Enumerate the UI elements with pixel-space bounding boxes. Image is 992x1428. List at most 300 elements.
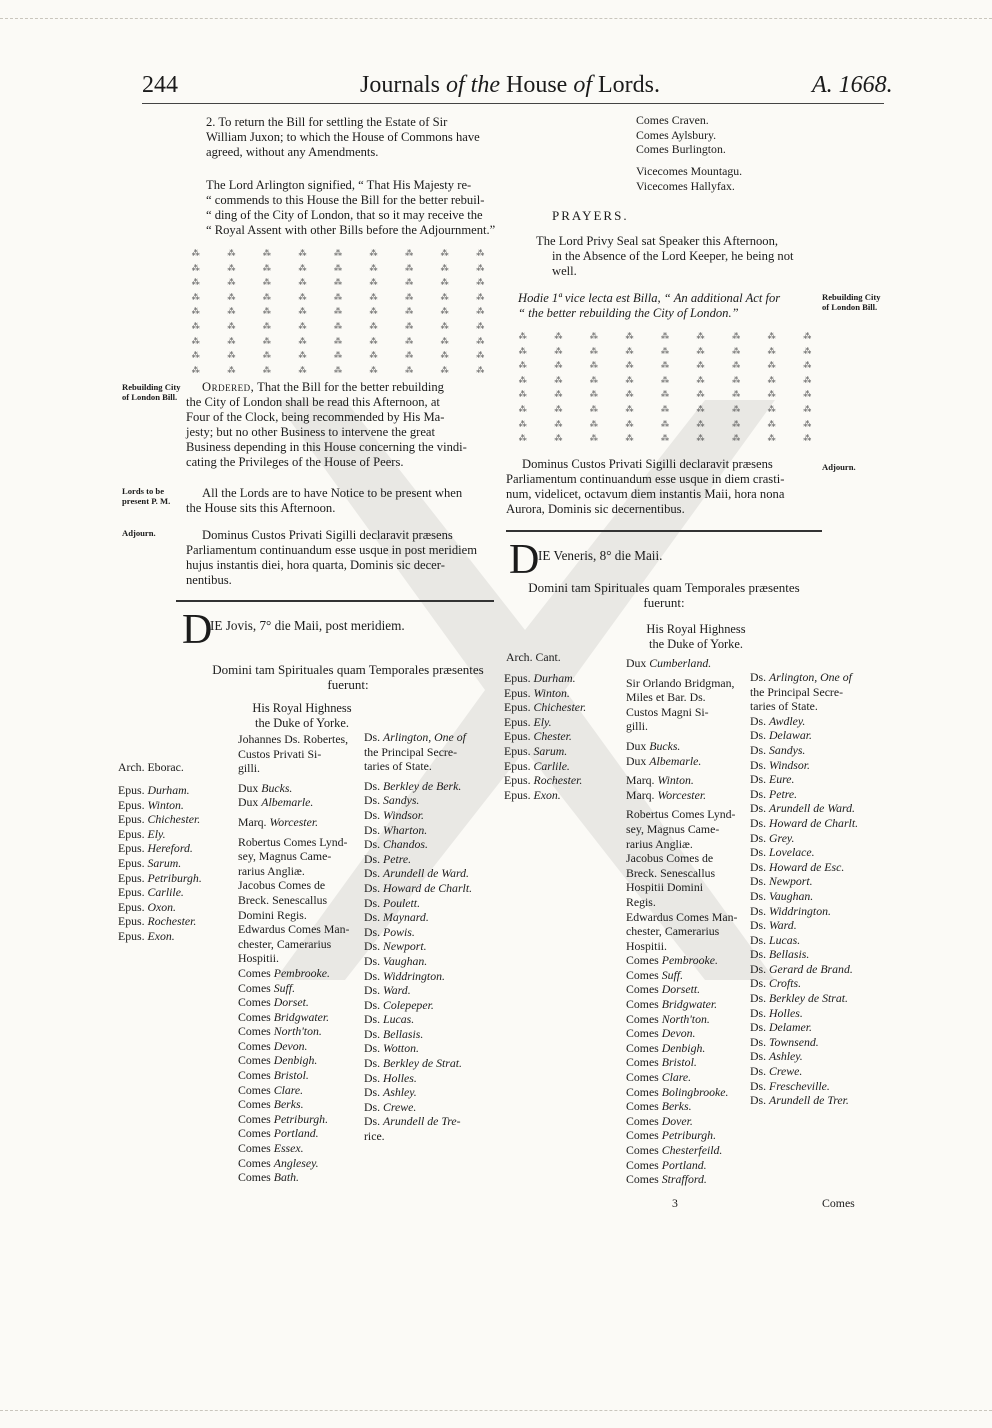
header-rule xyxy=(142,103,884,104)
peer-entry: gilli. xyxy=(626,719,648,734)
baron-entry: Ds. Ward. xyxy=(750,918,797,933)
baron-entry: Ds. Arlington, One of xyxy=(364,730,466,744)
archbishop-right: Arch. Cant. xyxy=(506,650,561,664)
asterisk-mark xyxy=(178,349,214,364)
baron-entry: Ds. Howard de Esc. xyxy=(750,859,845,874)
baron-entry: Ds. Newport. xyxy=(364,939,427,954)
asterisk-mark xyxy=(214,349,250,364)
peer-entry: Comes Devon. xyxy=(238,1038,308,1053)
asterisk-mark xyxy=(391,320,427,335)
peer-entry: Comes Clare. xyxy=(626,1070,692,1085)
bishop-entry: Epus. Chichester. xyxy=(118,812,201,827)
royal-highness-left: His Royal Highness the Duke of Yorke. xyxy=(252,701,352,730)
asterisk-mark xyxy=(356,349,392,364)
peer-entry: Comes Denbigh. xyxy=(238,1053,318,1068)
asterisk-mark xyxy=(647,345,683,360)
peer-entry: Comes Berks. xyxy=(238,1097,304,1112)
asterisk-mark xyxy=(541,403,577,418)
asterisk-mark xyxy=(391,247,427,262)
asterisk-mark xyxy=(683,374,719,389)
peer-entry: chester, Camerarius xyxy=(238,936,332,951)
asterisk-mark xyxy=(541,330,577,345)
peer-entry: rarius Angliæ. xyxy=(626,836,693,851)
peer-entry: Comes Berks. xyxy=(626,1099,692,1114)
peers-list-mid-left xyxy=(238,732,349,1185)
asterisk-mark xyxy=(576,418,612,433)
asterisk-mark xyxy=(356,276,392,291)
left-para-ordered: Ordered, That the Bill for the better rebuilding the City of London shall be read this Afternoon, at Four of the Clock, being recommended by His Ma- jesty; but no other Business to intervene the great Business depending in this House concerning the vindi- cating the Privileges of the House of Peers. xyxy=(186,380,467,469)
asterisk-mark xyxy=(178,276,214,291)
baron-entry: Ds. Wharton. xyxy=(364,822,428,837)
peer-entry: Comes Bolingbrooke. xyxy=(626,1084,729,1099)
asterisk-mark xyxy=(612,388,648,403)
asterisk-mark xyxy=(789,374,825,389)
bishop-entry: Epus. Durham. xyxy=(118,783,190,797)
asterisk-mark xyxy=(462,276,498,291)
baron-entry: Ds. Colepeper. xyxy=(364,997,434,1012)
baron-entry: Ds. Powis. xyxy=(364,924,415,939)
margin-note-rebuilding: Rebuilding City of London Bill. xyxy=(122,382,181,402)
margin-note-adjourn-right: Adjourn. xyxy=(822,462,856,472)
asterisk-mark xyxy=(612,374,648,389)
section-rule-right xyxy=(506,530,822,532)
peer-entry: Domini Regis. xyxy=(238,907,307,922)
asterisk-mark xyxy=(214,276,250,291)
peer-entry: Comes Dorset. xyxy=(238,995,309,1010)
asterisk-mark xyxy=(285,291,321,306)
asterisk-mark xyxy=(718,359,754,374)
peer-entry: Edwardus Comes Man- xyxy=(626,909,738,924)
left-para-notice: All the Lords are to have Notice to be present when the House sits this Afternoon. xyxy=(186,486,463,515)
year: A. 1668. xyxy=(812,72,893,98)
peer-entry: Regis. xyxy=(626,894,656,909)
asterisk-mark xyxy=(427,262,463,277)
peer-entry: Breck. Senescallus xyxy=(626,865,716,880)
asterisk-mark xyxy=(754,388,790,403)
asterisk-mark xyxy=(462,247,498,262)
asterisk-mark xyxy=(285,276,321,291)
asterisk-mark xyxy=(612,345,648,360)
asterisk-mark xyxy=(249,276,285,291)
asterisk-mark xyxy=(462,291,498,306)
asterisk-mark xyxy=(576,403,612,418)
bishop-entry: Epus. Exon. xyxy=(118,928,175,943)
asterisk-mark xyxy=(285,320,321,335)
peer-entry: Robertus Comes Lynd- xyxy=(626,807,736,822)
asterisk-mark xyxy=(647,330,683,345)
asterisk-mark xyxy=(391,291,427,306)
drop-cap-d: D xyxy=(182,607,213,653)
asterisk-mark xyxy=(541,374,577,389)
asterisk-mark xyxy=(356,262,392,277)
asterisk-mark xyxy=(789,330,825,345)
comites-top-right: Comes Craven. Comes Aylsbury. Comes Burlington. xyxy=(636,113,726,157)
bishops-list-left xyxy=(118,783,202,944)
asterisk-mark xyxy=(718,432,754,447)
drop-cap-d-right: D xyxy=(509,537,540,583)
baron-entry: Ds. Windsor. xyxy=(750,757,810,772)
right-para-dominus: Dominus Custos Privati Sigilli declaravit præsens Parliamentum continuandum esse usque in diem crasti- num, videlicet, octavum diem instantis Maii, hora nona Aurora, Dominis sic decernentibus. xyxy=(506,457,785,516)
archbishop-left: Arch. Eborac. xyxy=(118,760,184,774)
asterisk-mark xyxy=(214,247,250,262)
baron-entry: Ds. Awdley. xyxy=(750,713,806,728)
section-rule-left xyxy=(176,600,494,602)
baron-entry: Ds. Townsend. xyxy=(750,1034,819,1049)
bishop-entry: Epus. Winton. xyxy=(504,685,570,700)
asterisk-mark xyxy=(427,349,463,364)
asterisk-mark xyxy=(505,403,541,418)
bishop-entry: Epus. Carlile. xyxy=(118,885,184,900)
baron-entry: Ds. Arundell de Tre- xyxy=(364,1114,461,1129)
asterisk-mark xyxy=(647,374,683,389)
asterisk-mark xyxy=(427,305,463,320)
peer-entry: Comes Petriburgh. xyxy=(238,1111,329,1126)
baron-entry: Ds. Poulett. xyxy=(364,895,421,910)
bishop-entry: Epus. Chester. xyxy=(504,729,572,744)
asterisk-mark xyxy=(576,359,612,374)
asterisk-mark xyxy=(391,364,427,379)
peer-entry: Comes Portland. xyxy=(626,1157,707,1172)
asterisk-mark xyxy=(249,262,285,277)
baron-entry: Ds. Delawar. xyxy=(750,728,812,743)
peer-entry: chester, Camerarius xyxy=(626,924,720,939)
scan-edge-bottom xyxy=(0,1410,992,1411)
asterisk-mark xyxy=(612,330,648,345)
peer-entry: Comes Portland. xyxy=(238,1126,319,1141)
peer-entry: Dux Albemarle. xyxy=(626,753,702,768)
asterisk-mark xyxy=(612,359,648,374)
prayers-heading: PRAYERS. xyxy=(552,208,629,223)
asterisk-mark xyxy=(754,374,790,389)
peer-entry: Marq. Winton. xyxy=(626,773,694,788)
margin-note-rebuilding-right: Rebuilding City of London Bill. xyxy=(822,292,881,312)
asterisk-mark xyxy=(214,262,250,277)
asterisk-mark xyxy=(541,388,577,403)
asterisk-mark xyxy=(285,262,321,277)
baron-entry: the Principal Secre- xyxy=(750,684,844,699)
asterisk-mark xyxy=(356,335,392,350)
bishops-list-right xyxy=(504,671,586,802)
asterisk-mark xyxy=(683,330,719,345)
running-title: Journals of the House of Lords. xyxy=(360,72,660,98)
asterisk-mark xyxy=(683,418,719,433)
peer-entry: Comes Suff. xyxy=(626,967,684,982)
peer-entry: Dux Cumberland. xyxy=(626,656,712,670)
peer-entry: Breck. Senescallus xyxy=(238,892,328,907)
bishop-entry: Epus. Winton. xyxy=(118,797,184,812)
asterisk-mark xyxy=(683,345,719,360)
asterisk-mark xyxy=(612,432,648,447)
asterisk-mark xyxy=(718,374,754,389)
asterisk-mark xyxy=(320,349,356,364)
asterisk-mark xyxy=(505,388,541,403)
catchword: Comes xyxy=(822,1196,855,1210)
peer-entry: Comes Bath. xyxy=(238,1170,299,1185)
bishop-entry: Epus. Sarum. xyxy=(118,855,182,870)
scan-edge-top xyxy=(0,18,992,19)
peer-entry: Comes North'ton. xyxy=(626,1011,710,1026)
margin-note-lords-present: Lords to be present P. M. xyxy=(122,486,171,506)
bishop-entry: Epus. Petriburgh. xyxy=(118,870,202,885)
peer-entry: Comes Bristol. xyxy=(626,1055,697,1070)
date-heading-jovis: IE Jovis, 7° die Maii, post meridiem. xyxy=(210,618,405,633)
asterisk-mark xyxy=(576,388,612,403)
asterisk-mark xyxy=(178,320,214,335)
baron-entry: Ds. Petre. xyxy=(364,851,412,866)
peer-entry: Comes Chesterfeild. xyxy=(626,1143,723,1157)
baron-entry: Ds. Widdrington. xyxy=(750,903,831,918)
peer-entry: Comes North'ton. xyxy=(238,1024,322,1039)
baron-entry: Ds. Lucas. xyxy=(364,1012,415,1027)
asterisk-mark xyxy=(249,335,285,350)
asterisk-mark xyxy=(427,320,463,335)
baron-entry: Ds. Howard de Charlt. xyxy=(750,815,859,830)
asterisk-mark xyxy=(505,418,541,433)
asterisk-mark xyxy=(462,335,498,350)
baron-entry: the Principal Secre- xyxy=(364,744,458,759)
left-para-dominus: Dominus Custos Privati Sigilli declaravit præsens Parliamentum continuandum esse usque in post meridiem hujus instantis diei, hora quarta, Dominis sic decer- nentibus. xyxy=(186,528,478,587)
peer-entry: Comes Devon. xyxy=(626,1026,696,1041)
peer-entry: Custos Magni Si- xyxy=(626,704,709,719)
baron-entry: Ds. Lovelace. xyxy=(750,845,815,860)
asterisk-mark xyxy=(285,335,321,350)
baron-entry: Ds. Ashley. xyxy=(364,1085,417,1100)
peer-entry: Comes Clare. xyxy=(238,1082,304,1097)
asterisk-mark xyxy=(320,276,356,291)
asterisk-mark xyxy=(647,388,683,403)
peer-entry: Marq. Worcester. xyxy=(238,814,319,829)
asterisk-mark xyxy=(356,247,392,262)
peer-entry: Dux Bucks. xyxy=(238,780,293,795)
asterisk-mark xyxy=(249,349,285,364)
asterisk-mark xyxy=(647,403,683,418)
asterisk-mark xyxy=(178,305,214,320)
asterisk-mark xyxy=(541,345,577,360)
asterisk-mark xyxy=(683,403,719,418)
baron-entry: Ds. Berkley de Berk. xyxy=(364,778,462,793)
asterisk-mark xyxy=(718,418,754,433)
barons-list-right xyxy=(750,670,858,1108)
baron-entry: Ds. Arundell de Ward. xyxy=(750,801,855,816)
asterisk-mark xyxy=(214,291,250,306)
baron-entry: Ds. Crofts. xyxy=(750,976,802,991)
asterisk-mark xyxy=(647,418,683,433)
baron-entry: taries of State. xyxy=(364,759,432,774)
asterisk-mark xyxy=(285,364,321,379)
baron-entry: Ds. Berkley de Strat. xyxy=(750,991,848,1006)
date-heading-veneris: IE Veneris, 8° die Maii. xyxy=(538,548,663,563)
asterisk-mark xyxy=(541,418,577,433)
asterisk-mark xyxy=(754,330,790,345)
asterisk-mark xyxy=(505,359,541,374)
left-asterisk-rows xyxy=(178,247,498,378)
baron-entry: Ds. Grey. xyxy=(750,830,795,845)
asterisk-mark xyxy=(249,305,285,320)
asterisk-mark xyxy=(427,247,463,262)
bishop-entry: Epus. Hereford. xyxy=(118,841,193,856)
asterisk-mark xyxy=(505,432,541,447)
peer-entry: rarius Angliæ. xyxy=(238,863,305,878)
asterisk-mark xyxy=(427,335,463,350)
bishop-entry: Epus. Oxon. xyxy=(118,899,177,914)
asterisk-mark xyxy=(214,320,250,335)
baron-entry: Ds. Maynard. xyxy=(364,910,429,925)
asterisk-mark xyxy=(789,345,825,360)
asterisk-mark xyxy=(647,359,683,374)
peer-entry: Jacobus Comes de xyxy=(238,878,326,893)
asterisk-mark xyxy=(462,349,498,364)
right-para-speaker: The Lord Privy Seal sat Speaker this Afternoon, in the Absence of the Lord Keeper, he being not well. xyxy=(536,234,794,278)
asterisk-mark xyxy=(541,359,577,374)
peer-entry: Comes Pembrooke. xyxy=(238,965,330,980)
asterisk-mark xyxy=(683,359,719,374)
asterisk-mark xyxy=(356,305,392,320)
peer-entry: Comes Suff. xyxy=(238,980,296,995)
asterisk-mark xyxy=(285,247,321,262)
baron-entry: Ds. Ashley. xyxy=(750,1049,803,1064)
peer-entry: Comes Pembrooke. xyxy=(626,953,718,968)
asterisk-mark xyxy=(612,418,648,433)
right-para-hodie: Hodie 1ª vice lecta est Billa, “ An additional Act for “ the better rebuilding the City of London.” xyxy=(518,291,781,320)
asterisk-mark xyxy=(462,262,498,277)
baron-entry: Ds. Newport. xyxy=(750,874,813,889)
asterisk-mark xyxy=(462,364,498,379)
peer-entry: Dux Albemarle. xyxy=(238,795,314,810)
peer-entry: Hospitii Domini xyxy=(626,880,704,895)
asterisk-mark xyxy=(754,432,790,447)
asterisk-mark xyxy=(320,247,356,262)
asterisk-mark xyxy=(249,291,285,306)
asterisk-mark xyxy=(541,432,577,447)
peer-entry: Miles et Bar. Ds. xyxy=(626,690,706,705)
asterisk-mark xyxy=(214,305,250,320)
peer-entry: Robertus Comes Lynd- xyxy=(238,834,348,849)
asterisk-mark xyxy=(789,403,825,418)
asterisk-mark xyxy=(718,388,754,403)
baron-entry: Ds. Bellasis. xyxy=(750,947,810,962)
right-asterisk-rows xyxy=(505,330,825,447)
peer-entry: Comes Essex. xyxy=(238,1141,304,1156)
asterisk-mark xyxy=(789,432,825,447)
peer-entry: Comes Bristol. xyxy=(238,1068,309,1083)
baron-entry: Ds. Sandys. xyxy=(750,742,806,757)
asterisk-mark xyxy=(320,291,356,306)
baron-entry: Ds. Holles. xyxy=(364,1070,417,1085)
asterisk-mark xyxy=(356,320,392,335)
asterisk-mark xyxy=(249,364,285,379)
peer-entry: Comes Anglesey. xyxy=(238,1155,319,1170)
asterisk-mark xyxy=(249,320,285,335)
asterisk-mark xyxy=(754,418,790,433)
baron-entry: Ds. Arundell de Ward. xyxy=(364,866,469,881)
baron-entry: Ds. Holles. xyxy=(750,1005,803,1020)
peer-entry: Hospitii. xyxy=(626,938,667,953)
peer-entry: Comes Bridgwater. xyxy=(626,997,718,1012)
baron-entry: Ds. Gerard de Brand. xyxy=(750,961,853,976)
asterisk-mark xyxy=(320,335,356,350)
bishop-entry: Epus. Exon. xyxy=(504,787,561,802)
bishop-entry: Epus. Ely. xyxy=(118,826,166,841)
asterisk-mark xyxy=(178,262,214,277)
asterisk-mark xyxy=(789,418,825,433)
bishop-entry: Epus. Carlile. xyxy=(504,758,570,773)
asterisk-mark xyxy=(356,291,392,306)
signature-mark: 3 xyxy=(672,1196,678,1210)
asterisk-mark xyxy=(391,276,427,291)
asterisk-mark xyxy=(178,247,214,262)
peer-entry: Custos Privati Si- xyxy=(238,746,322,761)
asterisk-mark xyxy=(462,320,498,335)
asterisk-mark xyxy=(427,291,463,306)
peer-entry: Comes Denbigh. xyxy=(626,1040,706,1055)
page-number: 244 xyxy=(142,72,178,98)
asterisk-mark xyxy=(612,403,648,418)
peer-entry: Comes Bridgwater. xyxy=(238,1009,330,1024)
asterisk-mark xyxy=(683,432,719,447)
peer-entry: gilli. xyxy=(238,761,260,776)
baron-entry: Ds. Ward. xyxy=(364,983,411,998)
asterisk-mark xyxy=(754,359,790,374)
peer-entry: Comes Petriburgh. xyxy=(626,1128,717,1143)
asterisk-mark xyxy=(576,432,612,447)
baron-entry: Ds. Arlington, One of xyxy=(750,670,852,684)
asterisk-mark xyxy=(576,330,612,345)
asterisk-mark xyxy=(391,349,427,364)
asterisk-mark xyxy=(647,432,683,447)
peer-entry: sey, Magnus Came- xyxy=(238,849,332,864)
asterisk-mark xyxy=(576,374,612,389)
asterisk-mark xyxy=(178,291,214,306)
peer-entry: sey, Magnus Came- xyxy=(626,821,720,836)
baron-entry: Ds. Eure. xyxy=(750,772,795,787)
asterisk-mark xyxy=(462,305,498,320)
margin-note-adjourn: Adjourn. xyxy=(122,528,156,538)
asterisk-mark xyxy=(505,345,541,360)
asterisk-mark xyxy=(789,359,825,374)
baron-entry: Ds. Berkley de Strat. xyxy=(364,1056,462,1071)
asterisk-mark xyxy=(320,320,356,335)
baron-entry: rice. xyxy=(364,1129,385,1144)
asterisk-mark xyxy=(391,305,427,320)
baron-entry: taries of State. xyxy=(750,699,818,714)
peer-entry: Johannes Ds. Robertes, xyxy=(238,732,349,746)
baron-entry: Ds. Crewe. xyxy=(750,1064,803,1079)
asterisk-mark xyxy=(391,262,427,277)
bishop-entry: Epus. Sarum. xyxy=(504,743,568,758)
asterisk-mark xyxy=(356,364,392,379)
domini-heading-left: Domini tam Spirituales quam Temporales præsentes fuerunt: xyxy=(212,662,484,692)
left-para-arlington: The Lord Arlington signified, “ That His Majesty re- “ commends to this House the Bill for the better rebuil- “ ding of the City of London, that so it may receive the “ Royal Assent with other Bills before the Adjournment.” xyxy=(206,178,496,237)
baron-entry: Ds. Petre. xyxy=(750,786,798,801)
baron-entry: Ds. Crewe. xyxy=(364,1099,417,1114)
asterisk-mark xyxy=(249,247,285,262)
asterisk-mark xyxy=(214,335,250,350)
asterisk-mark xyxy=(505,330,541,345)
peer-entry: Marq. Worcester. xyxy=(626,787,707,802)
asterisk-mark xyxy=(178,335,214,350)
asterisk-mark xyxy=(789,388,825,403)
asterisk-mark xyxy=(427,364,463,379)
peer-entry: Dux Bucks. xyxy=(626,738,681,753)
peer-entry: Sir Orlando Bridgman, xyxy=(626,675,735,690)
asterisk-mark xyxy=(505,374,541,389)
asterisk-mark xyxy=(320,364,356,379)
asterisk-mark xyxy=(320,262,356,277)
asterisk-mark xyxy=(754,345,790,360)
asterisk-mark xyxy=(754,403,790,418)
bishop-entry: Epus. Rochester. xyxy=(118,914,197,929)
asterisk-mark xyxy=(391,335,427,350)
